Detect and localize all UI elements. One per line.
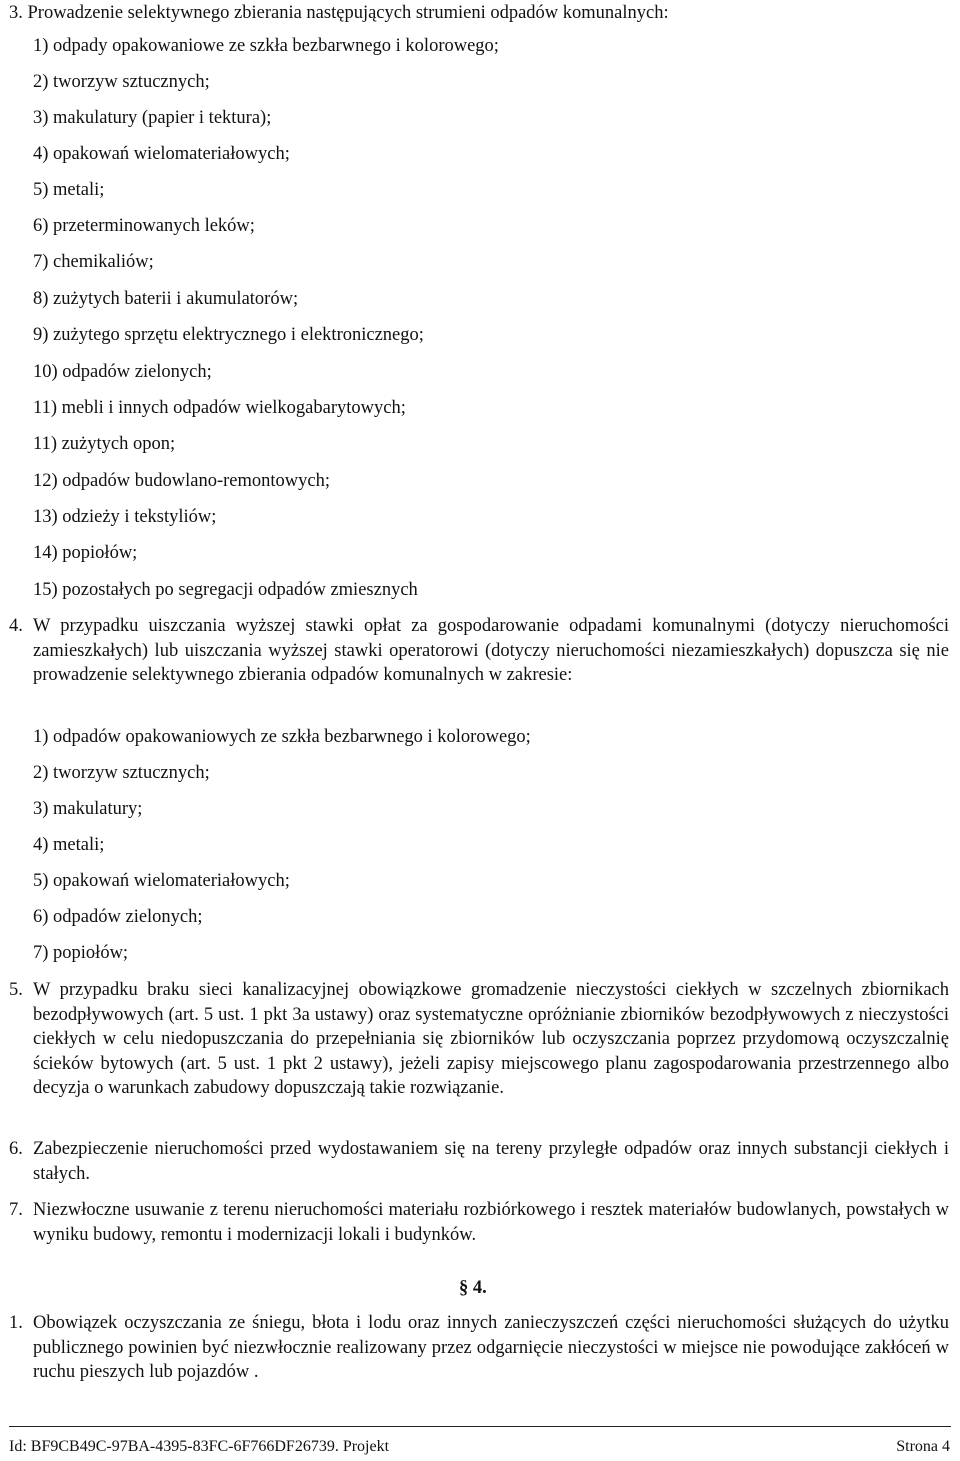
item3-list-item: 2) tworzyw sztucznych;	[33, 72, 210, 92]
item4-list-item: 7) popiołów;	[33, 943, 129, 963]
item3-list-item: 10) odpadów zielonych;	[33, 362, 212, 382]
item3-list-item: 15) pozostałych po segregacji odpadów zmiesznych	[33, 580, 418, 600]
item5-number: 5.	[9, 980, 23, 1000]
item6-paragraph	[9, 1137, 949, 1186]
item3-list-item: 4) opakowań wielomateriałowych;	[33, 144, 290, 164]
item4-list-item: 4) metali;	[33, 835, 105, 855]
item3-list-item: 11) zużytych opon;	[33, 434, 176, 454]
item3-list-item: 7) chemikaliów;	[33, 252, 154, 272]
item7-text: Niezwłoczne usuwanie z terenu nieruchomości materiału rozbiórkowego i resztek materiałów budowlanych, powstałych w wyniku budowy, remontu i modernizacji lokali i budynków.	[33, 1200, 949, 1245]
item3-list-item: 12) odpadów budowlano-remontowych;	[33, 471, 330, 491]
item4-text: W przypadku uiszczania wyższej stawki opłat za gospodarowanie odpadami komunalnymi (dotyczy nieruchomości zamieszkałych) lub uiszczania wyższej stawki operatorowi (dotyczy nieruchomości niezamieszkałych) dopuszcza się nie prowadzenie selektywnego zbierania odpadów komunalnych w zakresie:	[33, 616, 949, 685]
footer-page-number: Strona 4	[896, 1438, 950, 1455]
item7-number: 7.	[9, 1200, 23, 1220]
item5-paragraph	[9, 978, 949, 1101]
item4-list-item: 5) opakowań wielomateriałowych;	[33, 871, 290, 891]
section4-item1-text: Obowiązek oczyszczania ze śniegu, błota i lodu oraz innych zanieczyszczeń części nieruchomości służących do użytku publicznego powinien być niezwłocznie realizowany przez odgarnięcie nieczystości w miejsce nie powodujące zakłóceń w ruchu pieszych lub pojazdów .	[33, 1313, 949, 1382]
item3-list-item: 9) zużytego sprzętu elektrycznego i elektronicznego;	[33, 325, 424, 345]
item4-paragraph	[9, 614, 949, 688]
item3-list-item: 3) makulatury (papier i tektura);	[33, 108, 272, 128]
item3-list-item: 11) mebli i innych odpadów wielkogabarytowych;	[33, 398, 406, 418]
item4-list-item: 1) odpadów opakowaniowych ze szkła bezbarwnego i kolorowego;	[33, 727, 531, 747]
item3-heading: 3. Prowadzenie selektywnego zbierania następujących strumieni odpadów komunalnych:	[9, 3, 669, 23]
item4-list-item: 6) odpadów zielonych;	[33, 907, 203, 927]
item3-list-item: 13) odzieży i tekstyliów;	[33, 507, 217, 527]
item4-number: 4.	[9, 616, 23, 636]
item5-text: W przypadku braku sieci kanalizacyjnej obowiązkowe gromadzenie nieczystości ciekłych w szczelnych zbiornikach bezodpływowych (art. 5 ust. 1 pkt 3a ustawy) oraz systematyczne opróżnianie zbiorników bezodpływowych z nieczystości ciekłych w celu niedopuszczania do przepełniania się zbiorników lub oczyszczania poprzez przydomową oczyszczalnię ścieków bytowych (art. 5 ust. 1 pkt 2 ustawy), jeżeli zapisy miejscowego planu zagospodarowania przestrzennego albo decyzja o warunkach zabudowy dopuszczają takie rozwiązanie.	[33, 980, 949, 1098]
footer-divider	[9, 1426, 951, 1427]
item3-list-item: 5) metali;	[33, 180, 105, 200]
item3-list-item: 14) popiołów;	[33, 543, 138, 563]
section-heading: § 4.	[459, 1278, 487, 1298]
item3-list-item: 8) zużytych baterii i akumulatorów;	[33, 289, 299, 309]
item4-list-item: 3) makulatury;	[33, 799, 143, 819]
section4-item1-number: 1.	[9, 1313, 23, 1333]
item6-text: Zabezpieczenie nieruchomości przed wydostawaniem się na tereny przyległe odpadów oraz innych substancji ciekłych i stałych.	[33, 1139, 949, 1184]
item3-list-item: 6) przeterminowanych leków;	[33, 216, 255, 236]
item7-paragraph	[9, 1198, 949, 1247]
item6-number: 6.	[9, 1139, 23, 1159]
footer-document-id: Id: BF9CB49C-97BA-4395-83FC-6F766DF26739. Projekt	[9, 1438, 390, 1455]
item4-list-item: 2) tworzyw sztucznych;	[33, 763, 210, 783]
item3-list-item: 1) odpady opakowaniowe ze szkła bezbarwnego i kolorowego;	[33, 36, 499, 56]
section4-item1-paragraph	[9, 1311, 949, 1385]
